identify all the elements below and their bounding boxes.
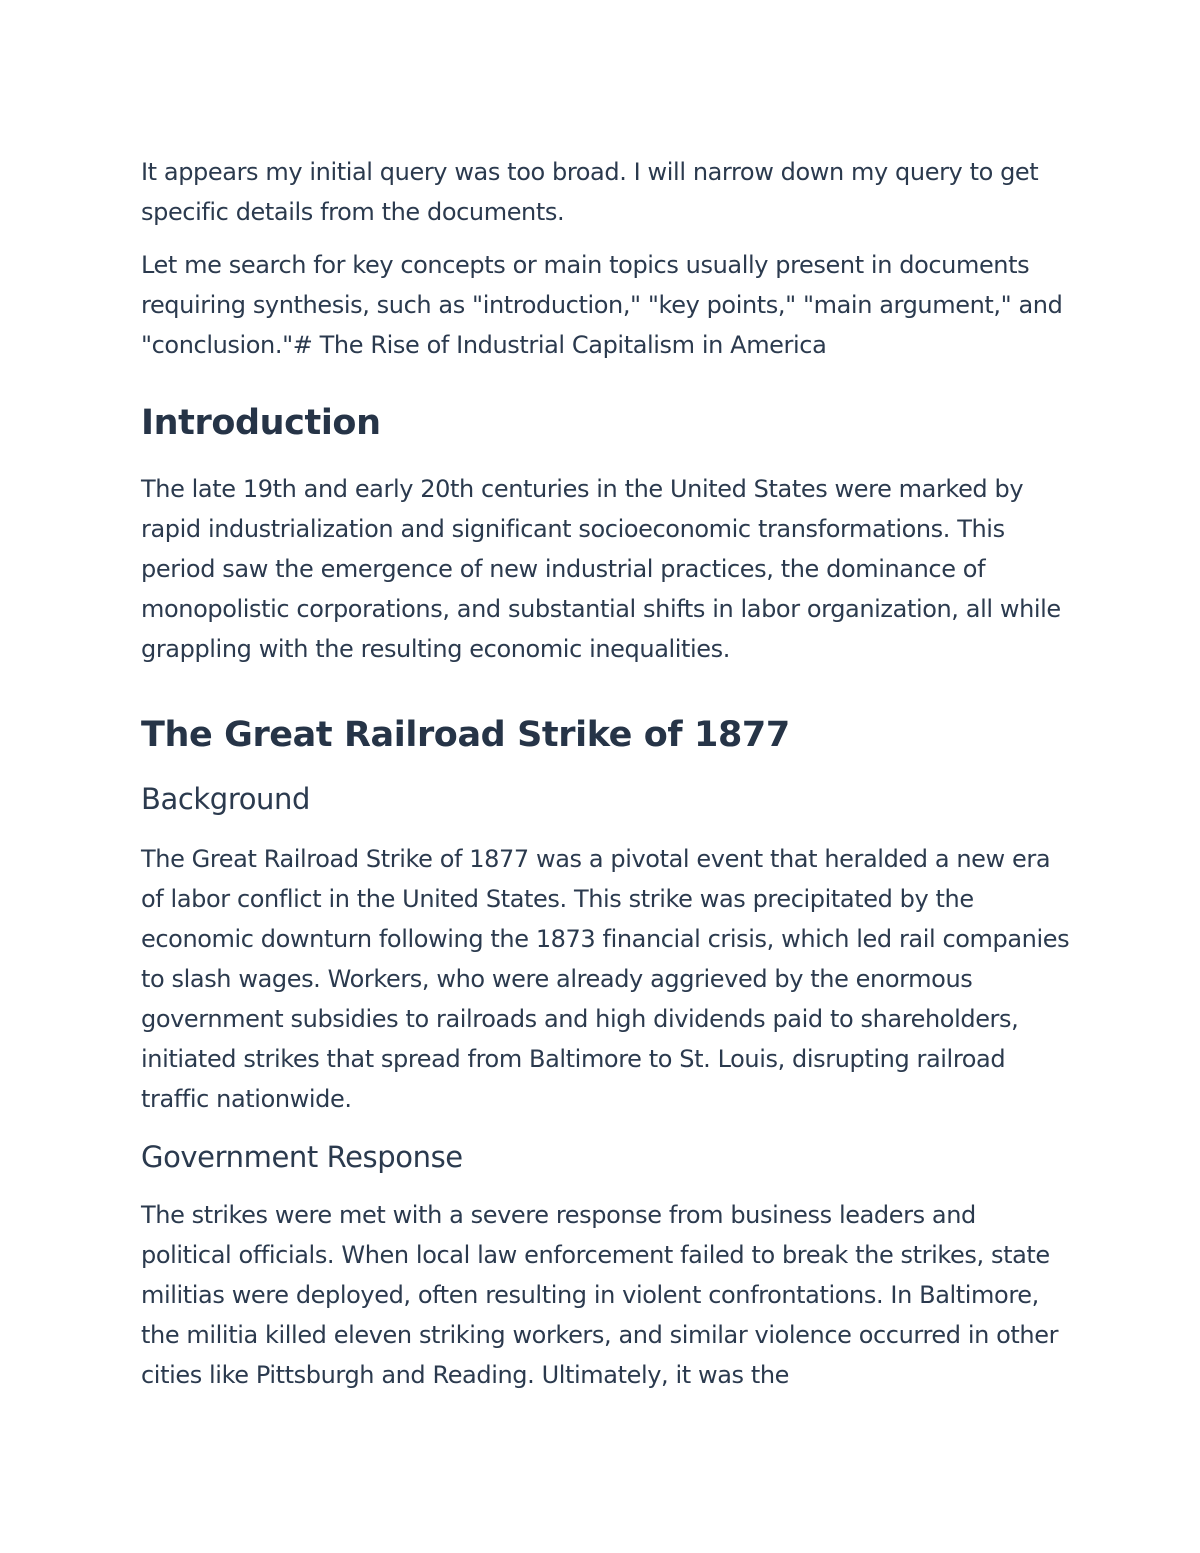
document-page	[141, 152, 1071, 1395]
paragraph-query-note: It appears my initial query was too broad. I will narrow down my query to get specific details from the documents.	[141, 158, 1039, 226]
paragraph-background: The Great Railroad Strike of 1877 was a pivotal event that heralded a new era of labor conflict in the United States. This strike was precipitated by the economic downturn following the 1873 financial crisis, which led rail companies to slash wages. Workers, who were already aggrieved by the enormous government subsidies to railroads and high dividends paid to shareholders, initiated strikes that spread from Baltimore to St. Louis, disrupting railroad traffic nationwide.	[141, 845, 1070, 1113]
subheading-government-response: Government Response	[141, 1140, 463, 1174]
paragraph-government-response: The strikes were met with a severe response from business leaders and political officials. When local law enforcement failed to break the strikes, state militias were deployed, often resulting in violent confrontations. In Baltimore, the militia killed eleven striking workers, and similar violence occurred in other cities like Pittsburgh and Reading. Ultimately, it was the	[141, 1201, 1059, 1389]
paragraph-search-note: Let me search for key concepts or main topics usually present in documents requiring synthesis, such as "introduction," "key points," "main argument," and "conclusion."# The Rise of Industrial Capitalism in America	[141, 251, 1063, 359]
paragraph-introduction: The late 19th and early 20th centuries in the United States were marked by rapid industrialization and significant socioeconomic transformations. This period saw the emergence of new industrial practices, the dominance of monopolistic corporations, and substantial shifts in labor organization, all while grappling with the resulting economic inequalities.	[141, 475, 1061, 663]
heading-railroad-strike: The Great Railroad Strike of 1877	[141, 715, 790, 755]
heading-introduction: Introduction	[141, 403, 381, 443]
subheading-background: Background	[141, 782, 311, 816]
